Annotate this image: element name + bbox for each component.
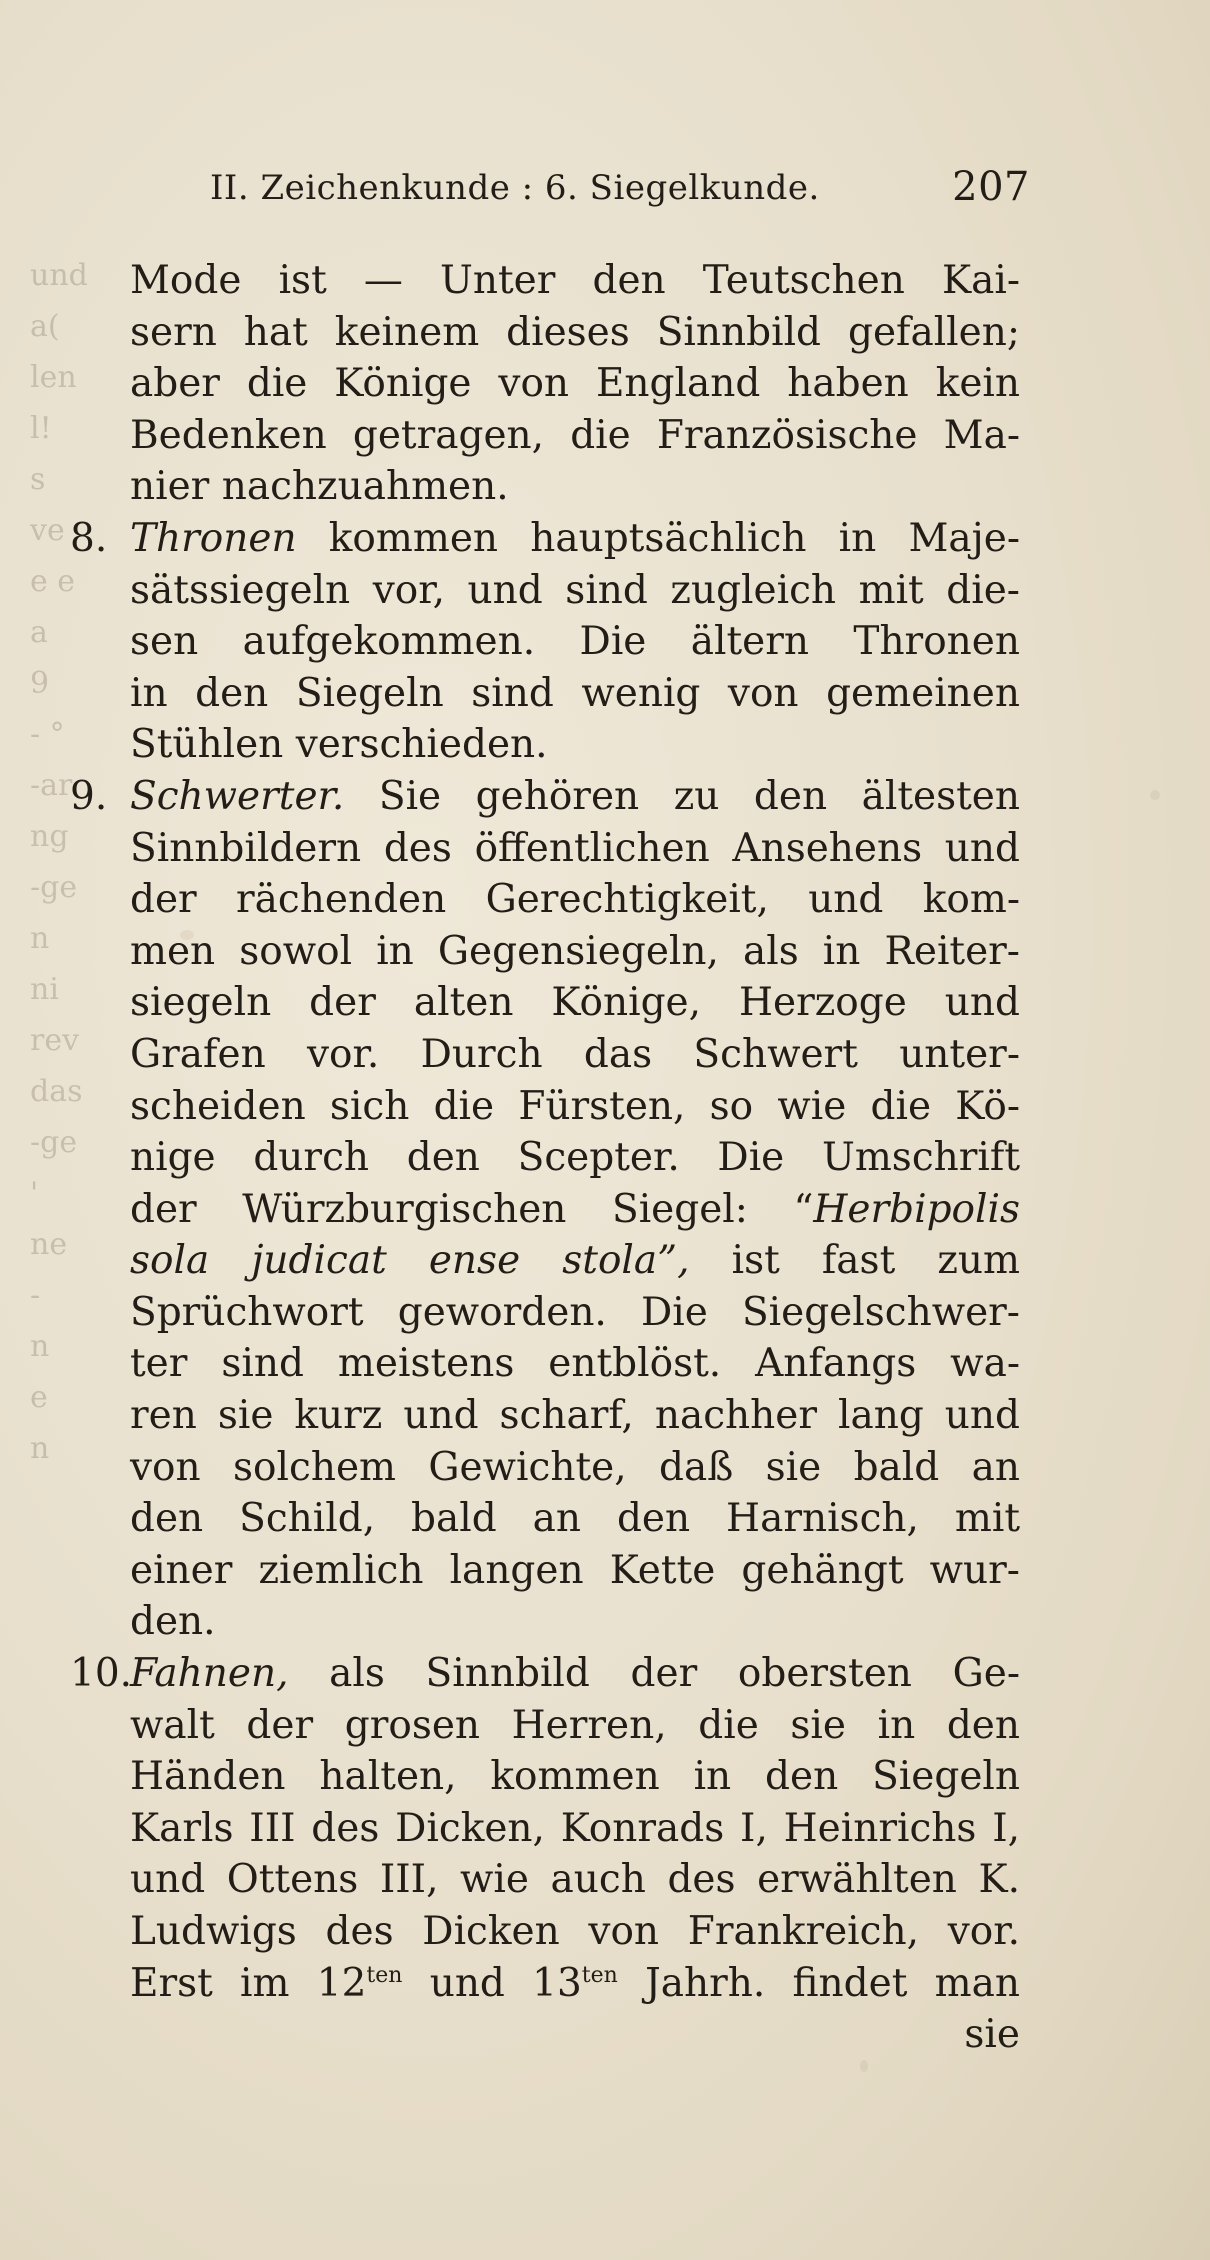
line-text: Karls III des Dicken, Konrads I, Heinrichs I, — [130, 1805, 1020, 1851]
text-line — [70, 1700, 1020, 1752]
text-line — [70, 1493, 1020, 1545]
line-text: den Schild, bald an den Harnisch, mit — [130, 1496, 1020, 1542]
italic-term: sola judicat ense stola”, — [130, 1238, 690, 1284]
line-text: aber die Könige von England haben kein — [130, 361, 1020, 407]
bleed-fragment: len — [30, 360, 77, 395]
bleed-fragment: a — [30, 615, 48, 650]
text-line — [70, 513, 1020, 565]
line-text: von solchem Gewichte, daß sie bald an — [130, 1444, 1020, 1490]
paper-spot — [860, 2060, 868, 2072]
bleed-fragment: ng — [30, 819, 69, 854]
line-text-part: Erst im 12 — [130, 1960, 367, 2006]
line-text: der Würzburgischen Siegel: “ — [130, 1186, 814, 1232]
page-number: 207 — [952, 164, 1030, 210]
italic-term: Fahnen, — [130, 1651, 289, 1697]
text-line — [70, 1906, 1020, 1958]
text-line — [70, 1184, 1020, 1236]
bleed-fragment: n — [30, 921, 50, 956]
text-line — [70, 823, 1020, 875]
bleed-fragment: n — [30, 1329, 50, 1364]
line-text: und Ottens III, wie auch des erwählten K. — [130, 1857, 1020, 1903]
section-number: 8. — [70, 515, 108, 561]
text-line — [70, 771, 1020, 823]
bleed-fragment: 9 — [30, 666, 50, 701]
bleed-fragment: ve — [30, 513, 65, 548]
line-text: sätssiegeln vor, und sind zugleich mit die- — [130, 567, 1020, 613]
line-text: der rächenden Gerechtigkeit, und kom- — [130, 877, 1020, 923]
text-line — [70, 1287, 1020, 1339]
line-text: Sprüchwort geworden. Die Siegelschwer- — [130, 1289, 1020, 1335]
text-line — [70, 1081, 1020, 1133]
text-line — [70, 1803, 1020, 1855]
text-line — [70, 616, 1020, 668]
line-text: sern hat keinem dieses Sinnbild gefallen; — [130, 309, 1020, 355]
bleed-fragment: - — [30, 1278, 41, 1313]
bleed-fragment: s — [30, 462, 46, 497]
text-line — [70, 565, 1020, 617]
text-line — [70, 1854, 1020, 1906]
text-line — [70, 1596, 1020, 1648]
line-text: siegeln der alten Könige, Herzoge und — [130, 980, 1020, 1026]
text-line — [70, 1442, 1020, 1494]
italic-term: Herbipolis — [813, 1186, 1020, 1232]
line-text: ter sind meistens entblöst. Anfangs wa- — [130, 1341, 1020, 1387]
section-number: 9. — [70, 773, 108, 819]
line-text: walt der grosen Herren, die sie in den — [130, 1702, 1020, 1748]
paper-spot — [1150, 790, 1160, 800]
text-line — [70, 358, 1020, 410]
line-text: Mode ist — Unter den Teutschen Kai- — [130, 258, 1020, 303]
line-text: Grafen vor. Durch das Schwert unter- — [130, 1031, 1020, 1077]
bleed-fragment: -ge — [30, 870, 78, 905]
line-text: nige durch den Scepter. Die Umschrift — [130, 1135, 1020, 1181]
line-text: men sowol in Gegensiegeln, als in Reiter- — [130, 928, 1020, 974]
text-line — [70, 307, 1020, 359]
line-text: nier nachzuahmen. — [130, 464, 509, 510]
bleed-fragment: das — [30, 1074, 83, 1109]
line-text: Ludwigs des Dicken von Frankreich, vor. — [130, 1909, 1020, 1954]
line-text: ist fast zum — [689, 1238, 1020, 1284]
line-text: Sie gehören zu den ältesten — [344, 773, 1020, 819]
text-line — [70, 1235, 1020, 1287]
line-text-part: ten — [581, 1962, 618, 1988]
text-line — [70, 1029, 1020, 1081]
text-line — [70, 668, 1020, 720]
text-line — [70, 874, 1020, 926]
bleed-fragment: n — [30, 1431, 50, 1466]
text-line — [70, 1648, 1020, 1700]
bleed-fragment: e — [30, 1380, 48, 1415]
line-text: in den Siegeln sind wenig von gemeinen — [130, 670, 1020, 716]
text-line — [70, 1545, 1020, 1597]
line-text: als Sinnbild der obersten Ge- — [288, 1651, 1020, 1697]
running-head-title: II. Zeichenkunde : 6. Siegelkunde. — [210, 168, 820, 208]
text-line — [70, 1390, 1020, 1442]
text-line — [70, 1132, 1020, 1184]
text-line — [70, 255, 1020, 307]
bleed-fragment: l! — [30, 411, 52, 446]
line-text: sen aufgekommen. Die ältern Thronen — [130, 619, 1020, 665]
line-text: Sinnbildern des öffentlichen Ansehens und — [130, 825, 1020, 871]
text-line — [70, 2009, 1020, 2061]
line-text: scheiden sich die Fürsten, so wie die Kö- — [130, 1083, 1020, 1129]
text-line — [70, 977, 1020, 1029]
bleed-fragment: und — [30, 258, 88, 293]
line-text: sie — [964, 2012, 1020, 2058]
line-text: Bedenken getragen, die Französische Ma- — [130, 412, 1020, 458]
bleed-fragment: - ° — [30, 717, 65, 752]
text-line — [70, 1958, 1020, 2010]
line-text-part: und 13 — [402, 1960, 582, 2006]
bleed-fragment: ne — [30, 1227, 68, 1262]
section-number: 10. — [70, 1651, 133, 1697]
line-text-part: ten — [366, 1962, 403, 1988]
italic-term: Thronen — [130, 515, 297, 561]
line-text: Stühlen verschieden. — [130, 722, 548, 768]
line-text: den. — [130, 1599, 216, 1645]
text-line — [70, 926, 1020, 978]
line-text-part: Jahrh. findet man — [617, 1960, 1020, 2006]
text-line — [70, 719, 1020, 771]
line-text: ren sie kurz und scharf, nachher lang und — [130, 1393, 1020, 1439]
line-text: Händen halten, kommen in den Siegeln — [130, 1754, 1020, 1800]
text-line — [70, 410, 1020, 462]
bleed-fragment: -ge — [30, 1125, 78, 1160]
running-head — [210, 160, 1030, 212]
text-line — [70, 461, 1020, 513]
bleed-fragment: e e — [30, 564, 76, 599]
line-text: kommen hauptsächlich in Maje- — [296, 515, 1020, 561]
page-body — [70, 255, 1020, 2061]
text-line — [70, 1338, 1020, 1390]
line-text: einer ziemlich langen Kette gehängt wur- — [130, 1547, 1020, 1593]
bleed-fragment: ' — [30, 1176, 39, 1211]
bleed-fragment: a( — [30, 309, 60, 344]
text-line — [70, 1751, 1020, 1803]
bleed-fragment: rev — [30, 1023, 80, 1058]
bleed-fragment: -ar — [30, 768, 73, 803]
italic-term: Schwerter. — [130, 773, 345, 819]
bleed-fragment: ni — [30, 972, 59, 1007]
